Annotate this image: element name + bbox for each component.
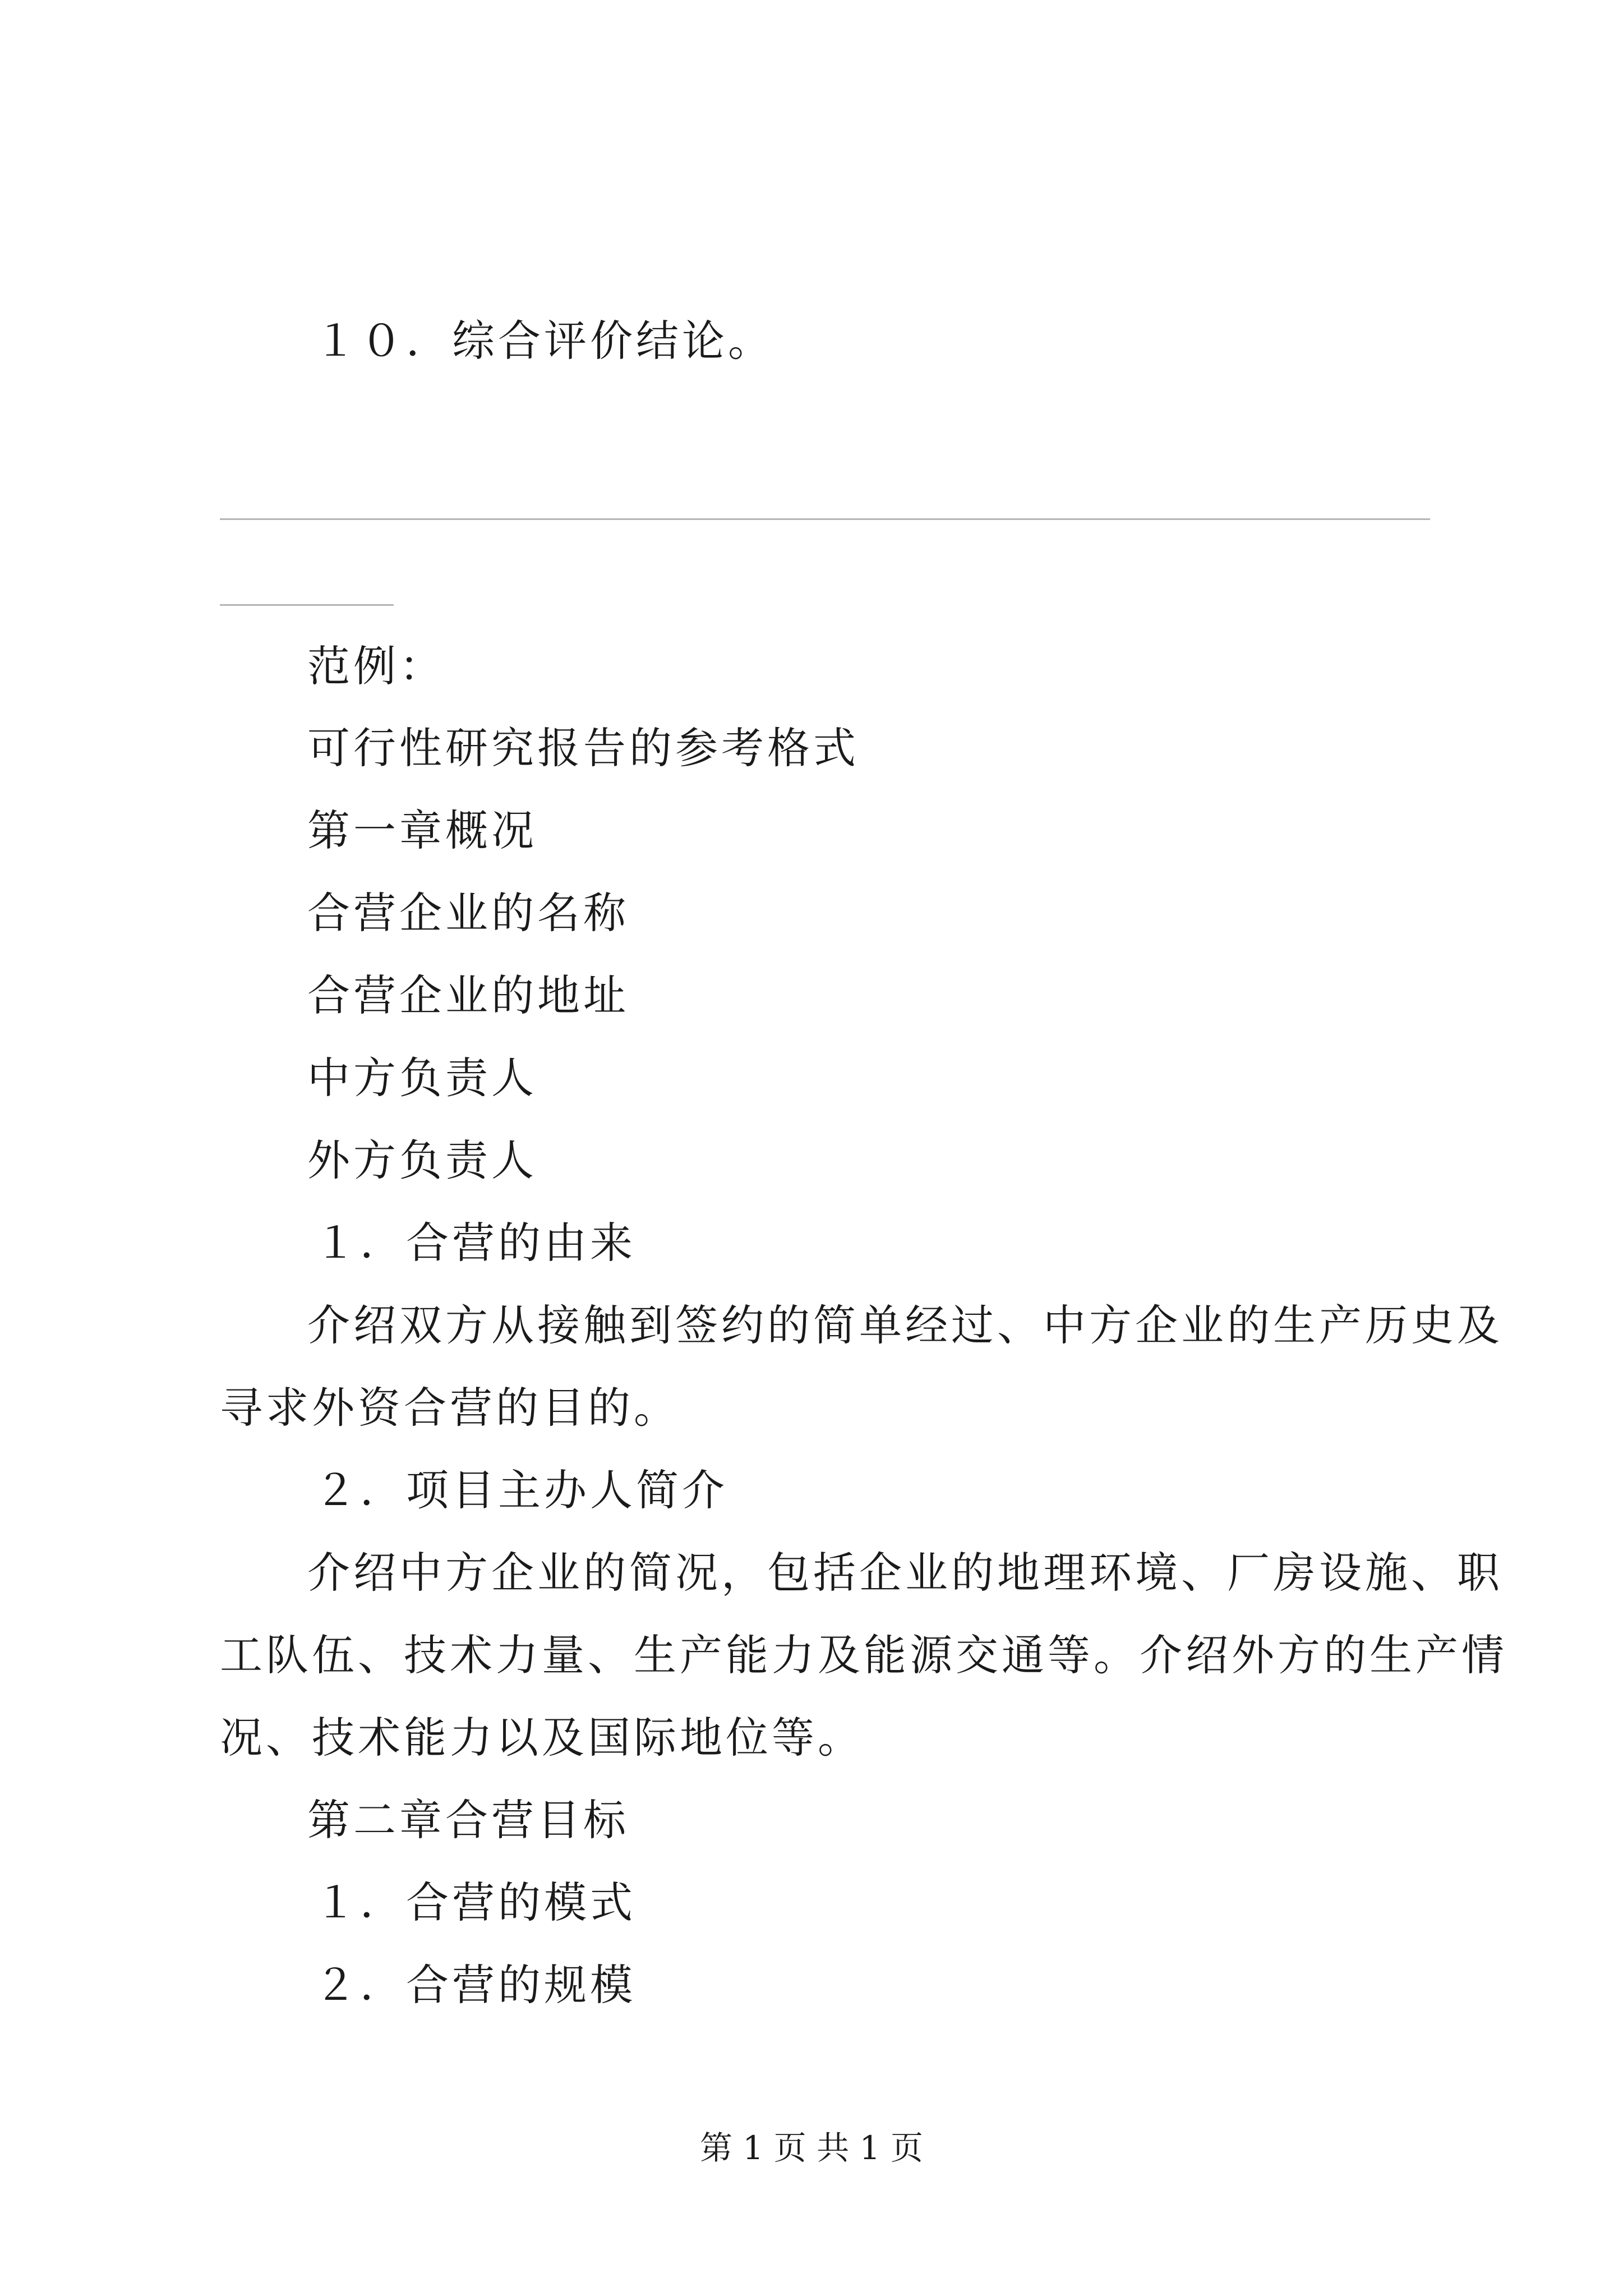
item-2-heading: ２．项目主办人简介 xyxy=(314,1465,728,1515)
paragraph-line: 况、技术能力以及国际地位等。 xyxy=(220,1713,864,1763)
separator-line xyxy=(220,518,1430,520)
item-1-heading: １．合营的模式 xyxy=(314,1878,636,1927)
text-line: 中方负责人 xyxy=(307,1053,537,1103)
text-line: 合营企业的地址 xyxy=(307,970,629,1020)
example-label: 范例： xyxy=(307,641,445,691)
paragraph-line: 介绍中方企业的简况，包括企业的地理环境、厂房设施、职 xyxy=(307,1548,1503,1598)
section-10-heading: １０．综合评价结论。 xyxy=(314,316,774,366)
paragraph-line: 介绍双方从接触到签约的简单经过、中方企业的生产历史及 xyxy=(307,1300,1503,1350)
item-1-heading: １．合营的由来 xyxy=(314,1218,636,1268)
chapter-1-heading: 第一章概况 xyxy=(307,806,537,855)
page-footer: 第 1 页 共 1 页 xyxy=(700,2129,923,2167)
separator-line-short xyxy=(220,604,394,606)
text-line: 合营企业的名称 xyxy=(307,888,629,938)
text-line: 外方负责人 xyxy=(307,1135,537,1185)
paragraph-line: 工队伍、技术力量、生产能力及能源交通等。介绍外方的生产情 xyxy=(220,1630,1507,1680)
item-2-heading: ２．合营的规模 xyxy=(314,1960,636,2010)
chapter-2-heading: 第二章合营目标 xyxy=(307,1795,629,1845)
paragraph-line: 寻求外资合营的目的。 xyxy=(220,1383,680,1433)
report-format-title: 可行性研究报告的参考格式 xyxy=(307,723,859,773)
